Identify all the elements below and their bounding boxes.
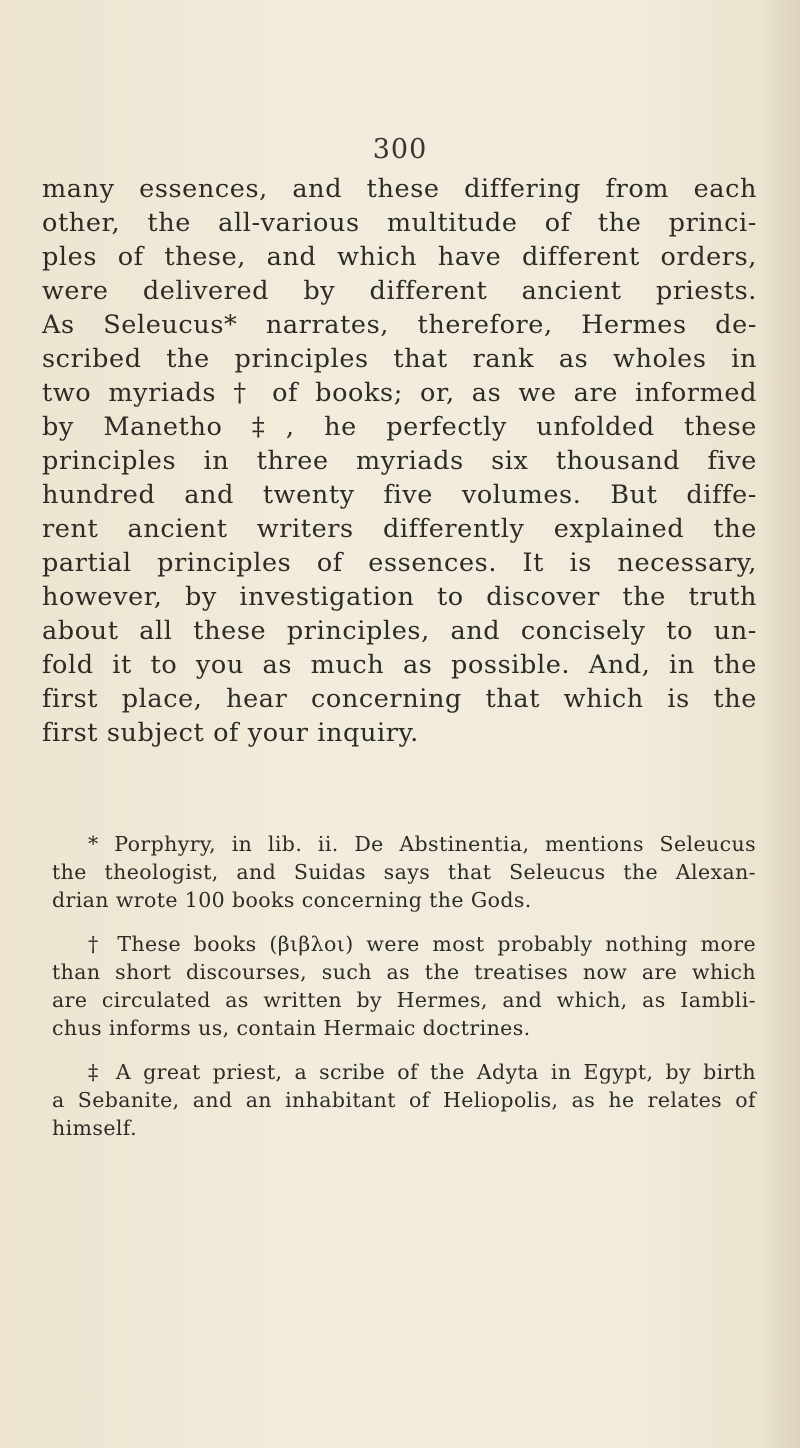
- text-line: scribed the principles that rank as wholes in: [42, 344, 757, 374]
- text-line: hundred and twenty five volumes. But diffe-: [42, 480, 757, 510]
- text-line: principles in three myriads six thousand five: [42, 446, 757, 476]
- page-number: 300: [372, 134, 428, 165]
- text-line: partial principles of essences. It is necessary,: [42, 548, 757, 578]
- footnote-line: the theologist, and Suidas says that Seleucus the Alexan-: [52, 860, 756, 884]
- text-line: As Seleucus* narrates, therefore, Hermes de-: [42, 310, 757, 340]
- footnote-line: a Sebanite, and an inhabitant of Heliopolis, as he relates of: [52, 1088, 756, 1112]
- footnote-line: † These books (βιβλοι) were most probably nothing more: [88, 932, 756, 956]
- footnote-line: * Porphyry, in lib. ii. De Abstinentia, mentions Seleucus: [88, 832, 756, 856]
- footnote-line: ‡ A great priest, a scribe of the Adyta in Egypt, by birth: [88, 1060, 756, 1084]
- text-line: about all these principles, and concisely to un-: [42, 616, 757, 646]
- text-line: first subject of your inquiry.: [42, 718, 419, 748]
- text-line: fold it to you as much as possible. And, in the: [42, 650, 757, 680]
- footnote-line: himself.: [52, 1116, 137, 1140]
- footnote-line: drian wrote 100 books concerning the Gods.: [52, 888, 532, 912]
- footnote-line: chus informs us, contain Hermaic doctrines.: [52, 1016, 531, 1040]
- page-edge-shadow: [760, 0, 800, 1448]
- text-line: were delivered by different ancient priests.: [42, 276, 757, 306]
- text-line: first place, hear concerning that which is the: [42, 684, 757, 714]
- text-line: rent ancient writers differently explained the: [42, 514, 757, 544]
- text-line: by Manetho ‡, he perfectly unfolded these: [42, 412, 757, 442]
- text-line: ples of these, and which have different orders,: [42, 242, 757, 272]
- text-line: many essences, and these differing from each: [42, 174, 757, 204]
- footnote-line: than short discourses, such as the treatises now are which: [52, 960, 756, 984]
- text-line: other, the all-various multitude of the princi-: [42, 208, 757, 238]
- text-line: however, by investigation to discover the truth: [42, 582, 757, 612]
- footnote-line: are circulated as written by Hermes, and which, as Iambli-: [52, 988, 756, 1012]
- text-line: two myriads † of books; or, as we are informed: [42, 378, 757, 408]
